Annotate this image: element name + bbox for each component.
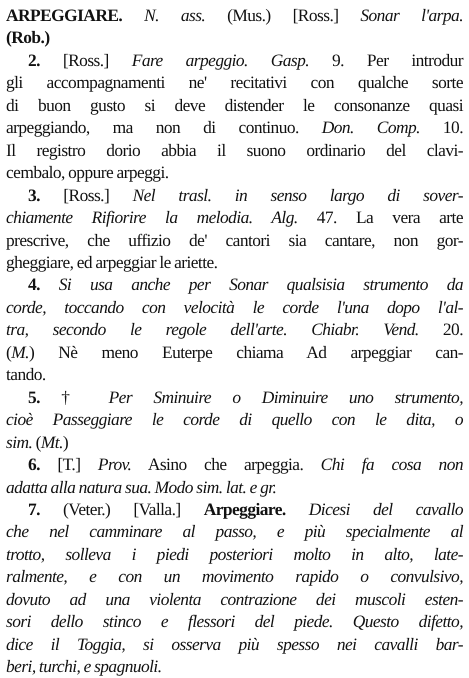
roman-text: di buon gusto si deve distender le consonanze quasi: [6, 94, 463, 115]
roman-text: [40, 274, 59, 294]
bold-text: 7.: [28, 498, 40, 519]
roman-text: [Ross.]: [39, 49, 132, 70]
roman-text: ): [62, 431, 69, 452]
text-line: [6, 341, 463, 363]
text-line: [6, 453, 463, 475]
italic-text: che nel camminare al passo, e più specialmente al: [6, 521, 463, 542]
text-line: [6, 116, 463, 138]
roman-text: tando.: [6, 364, 46, 385]
roman-text: †: [39, 386, 109, 407]
text-line: [6, 94, 463, 116]
italic-text: corde, toccando con velocità le corde l'una dopo l'al-: [6, 296, 463, 317]
italic-text: trotto, solleva i piedi posteriori molto in alto, late-: [6, 543, 463, 564]
italic-text: cioè Passeggiare le corde di quello con le dita, o: [6, 409, 463, 430]
bold-text: Arpeggiare.: [203, 498, 286, 519]
text-line: [6, 4, 463, 26]
roman-text: Asino che arpeggia.: [131, 454, 321, 475]
text-line: [6, 26, 463, 48]
italic-text: Si usa anche per Sonar qualsisia strumento da: [58, 274, 463, 295]
italic-text: sori dello stinco e flessori del piede. Questo difetto,: [6, 611, 463, 632]
italic-text: sim.: [6, 431, 33, 452]
text-line: [6, 543, 463, 565]
italic-text: Don. Comp.: [321, 117, 420, 138]
italic-text: Mt.: [40, 431, 63, 452]
text-line: [6, 139, 463, 161]
text-line: [6, 431, 463, 453]
roman-text: [T.]: [39, 454, 98, 475]
roman-text: 9. Per introdur: [309, 49, 464, 70]
roman-text: gheggiare, ed arpeggiar le ariette.: [6, 251, 218, 272]
text-line: [6, 363, 463, 385]
roman-text: (: [32, 431, 41, 452]
text-line: [6, 498, 463, 520]
bold-text: 6.: [28, 454, 40, 475]
sense-4: [6, 273, 463, 385]
roman-text: [286, 499, 309, 519]
text-line: [6, 655, 463, 677]
text-line: [6, 565, 463, 587]
bold-text: ARPEGGIARE.: [6, 5, 123, 25]
italic-text: ralmente, e con un movimento rapido o convulsivo,: [6, 566, 463, 587]
sense-7: [6, 498, 463, 678]
roman-text: prescrive, che uffizio de' cantori sia cantare, non gor-: [6, 229, 463, 250]
text-line: [6, 71, 463, 93]
text-line: [6, 206, 463, 228]
italic-text: beri, turchi, e spagnuoli.: [6, 656, 162, 677]
roman-text: 20.: [418, 319, 464, 340]
roman-text: (Mus.) [Ross.]: [205, 5, 361, 25]
bold-text: 2.: [28, 49, 40, 70]
text-line: [6, 273, 463, 295]
italic-text: Fare arpeggio. Gasp.: [131, 49, 310, 70]
roman-text: [Ross.]: [39, 184, 133, 205]
text-line: [6, 476, 463, 498]
italic-text: tra, secondo le regole dell'arte. Chiabr. Vend.: [6, 319, 419, 340]
text-line: [6, 251, 463, 273]
italic-text: dovuto ad una violenta contrazione dei muscoli esten-: [6, 588, 463, 609]
bold-text: 4.: [28, 274, 40, 295]
text-line: [6, 318, 463, 340]
italic-text: Per Sminuire o Diminuire uno strumento,: [108, 386, 463, 407]
roman-text: [122, 5, 144, 25]
text-line: [6, 229, 463, 251]
text-line: [6, 184, 463, 206]
italic-text: dice il Toggia, si osserva più spesso nei cavalli bar-: [6, 633, 463, 654]
text-line: [6, 588, 463, 610]
italic-text: N. ass.: [144, 5, 206, 25]
roman-text: (: [6, 341, 12, 362]
text-line: [6, 386, 463, 408]
italic-text: adatta alla natura sua. Modo sim. lat. e gr.: [6, 476, 277, 497]
roman-text: 10.: [419, 117, 463, 138]
text-line: [6, 49, 463, 71]
italic-text: Dicesi del cavallo: [308, 498, 463, 519]
roman-text: (Veter.) [Valla.]: [39, 498, 204, 519]
text-line: [6, 296, 463, 318]
italic-text: Nel trasl. in senso largo di sover-: [132, 184, 463, 205]
text-line: [6, 161, 463, 183]
italic-text: Sonar l'arpa.: [360, 5, 463, 25]
italic-text: M.: [11, 341, 29, 362]
text-line: [6, 610, 463, 632]
roman-text: Il registro dorio abbia il suono ordinario del clavi-: [6, 139, 463, 160]
bold-text: (Rob.): [6, 27, 50, 48]
italic-text: Prov.: [97, 454, 132, 475]
text-line: [6, 633, 463, 655]
roman-text: gli accompagnamenti ne' recitativi con qualche sorte: [6, 72, 463, 93]
bold-text: 5.: [28, 386, 40, 407]
sense-2: [6, 49, 463, 184]
sense-5: [6, 386, 463, 453]
italic-text: chiamente Rifiorire la melodia. Alg.: [6, 207, 298, 228]
bold-text: 3.: [28, 184, 40, 205]
entry-headword: [6, 4, 463, 49]
roman-text: arpeggiando, ma non di continuo.: [6, 117, 322, 138]
text-line: [6, 408, 463, 430]
text-line: [6, 520, 463, 542]
roman-text: 47. La vera arte: [297, 207, 463, 228]
roman-text: ) Nè meno Euterpe chiama Ad arpeggiar can-: [28, 341, 463, 362]
sense-6: [6, 453, 463, 498]
sense-3: [6, 184, 463, 274]
italic-text: Chi fa cosa non: [320, 454, 463, 475]
roman-text: cembalo, oppure arpeggi.: [6, 162, 169, 183]
